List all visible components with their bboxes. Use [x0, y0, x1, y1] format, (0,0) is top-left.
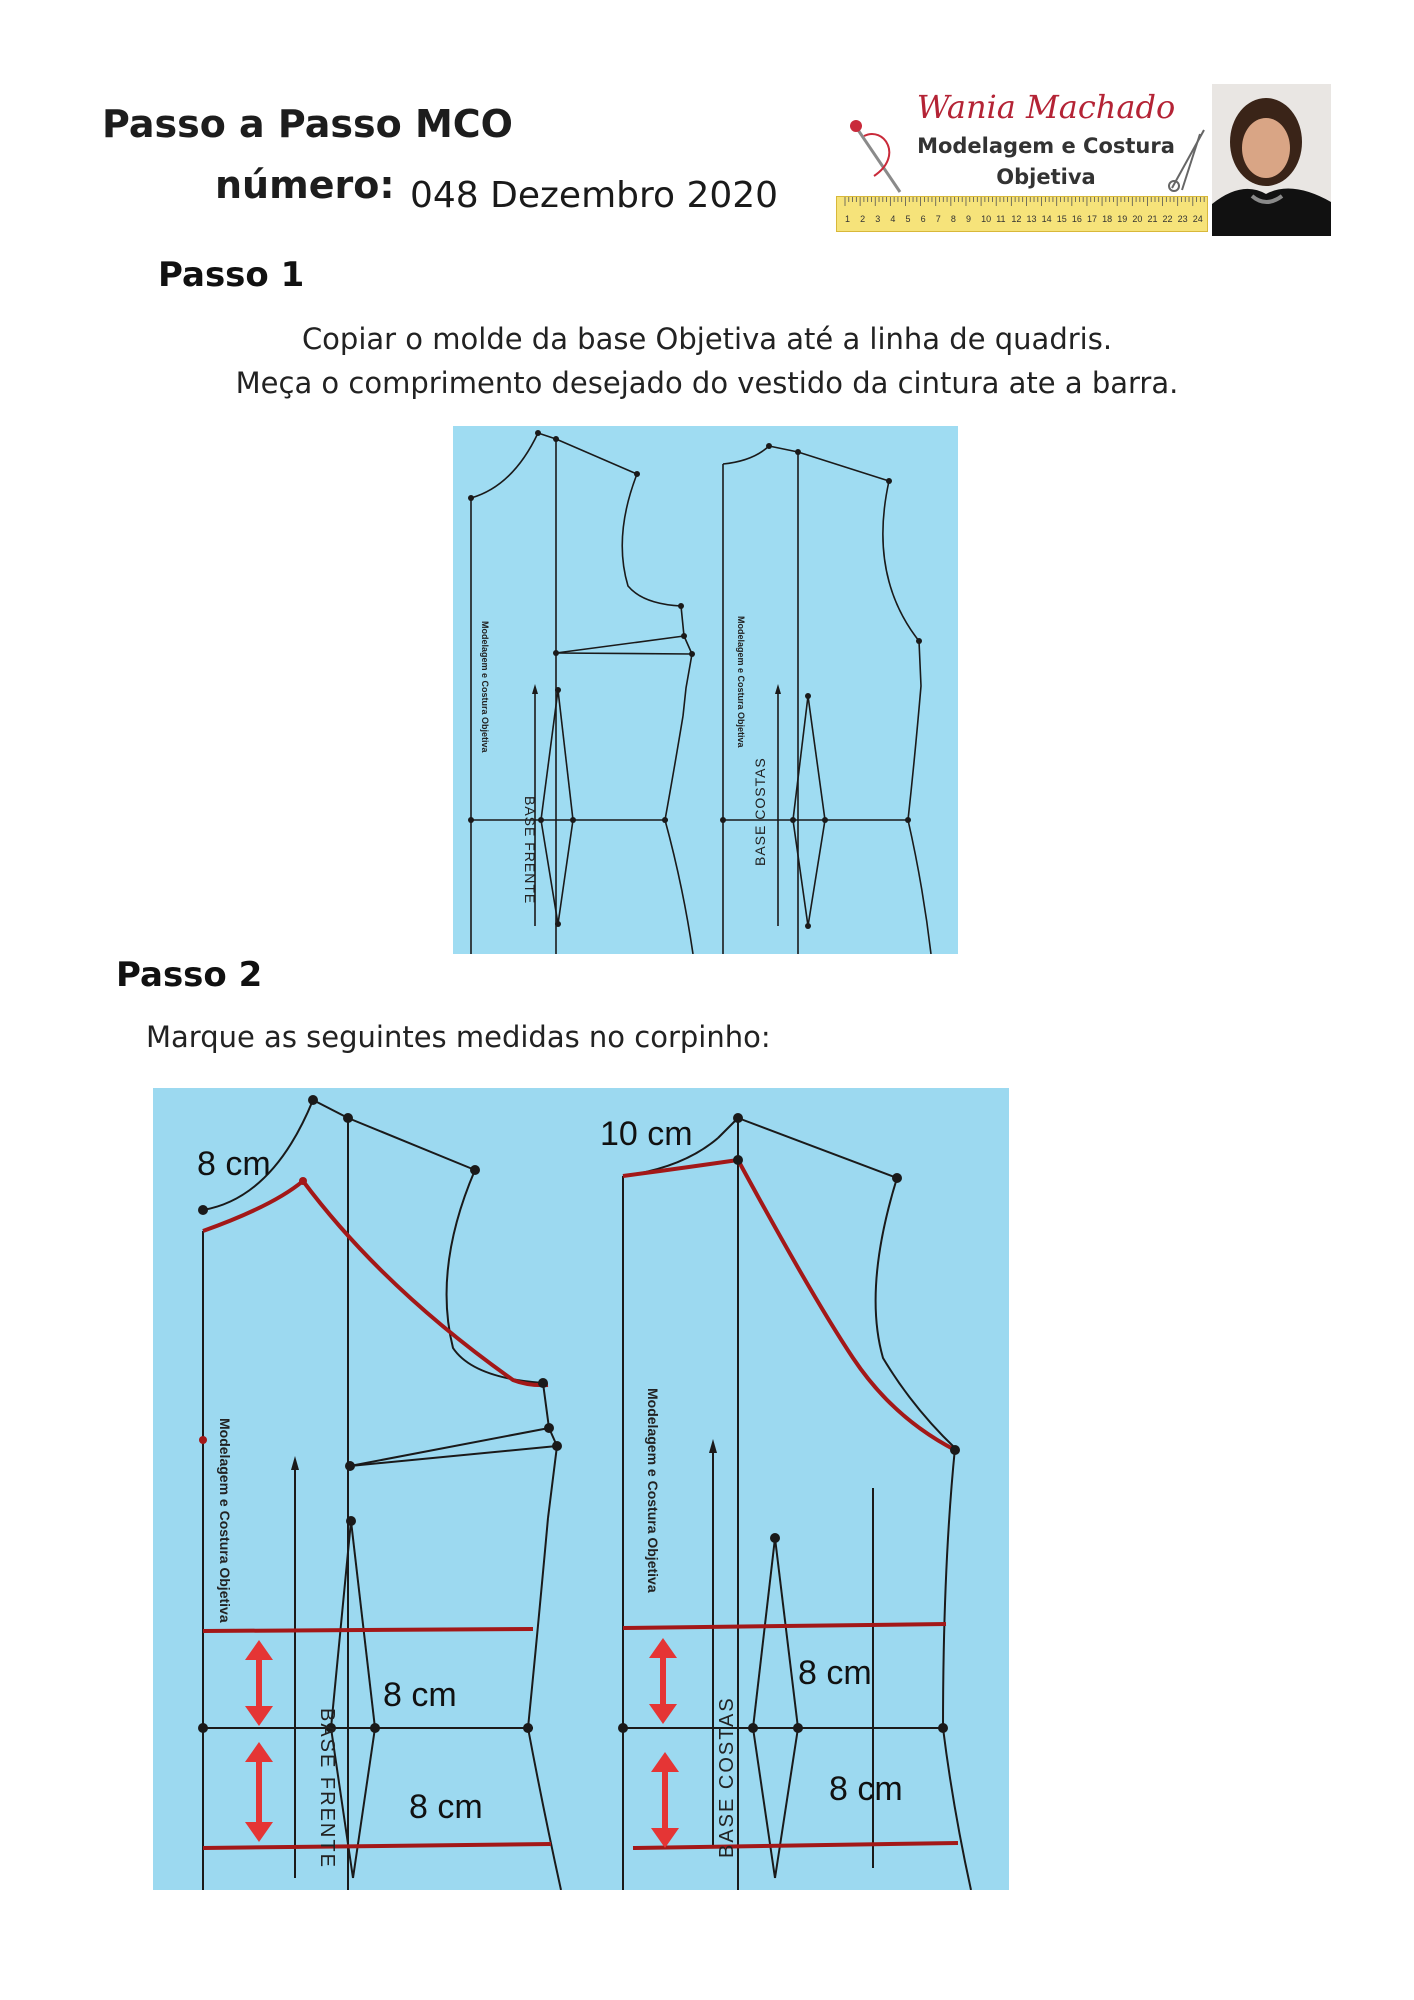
front-neck-measure: 8 cm: [197, 1145, 271, 1183]
ruler-number: 19: [1117, 214, 1128, 224]
measuring-tape: [836, 196, 1208, 232]
back-neck-measure: 10 cm: [600, 1115, 693, 1153]
back-upper-measure: 8 cm: [798, 1654, 872, 1692]
ruler-number: 12: [1011, 214, 1022, 224]
ruler-number: 4: [890, 214, 896, 224]
figure2-marked-pattern: [153, 1088, 1009, 1890]
ruler-number: 9: [965, 214, 971, 224]
ruler-number: 13: [1026, 214, 1037, 224]
ruler-number: 21: [1147, 214, 1158, 224]
scissors-icon: [1166, 124, 1210, 194]
ruler-number: 18: [1102, 214, 1113, 224]
step1-heading: Passo 1: [158, 255, 305, 295]
ruler-number: 6: [920, 214, 926, 224]
ruler-number: 3: [875, 214, 881, 224]
figure1-base-pattern: [453, 426, 958, 954]
ruler-number: 23: [1177, 214, 1188, 224]
figure1-label-back: BASE COSTAS: [752, 757, 768, 866]
figure2-label-front: BASE FRENTE: [316, 1708, 338, 1869]
author-photo: [1212, 84, 1331, 236]
ruler-number: 10: [981, 214, 992, 224]
figure1-watermark-front: Modelagem e Costura Objetiva: [480, 621, 490, 753]
issue-date: 048 Dezembro 2020: [410, 175, 779, 216]
ruler-number: 7: [935, 214, 941, 224]
step1-text-line1: Copiar o molde da base Objetiva até a linha de quadris.: [301, 322, 1113, 356]
ruler-number: 17: [1086, 214, 1097, 224]
ruler-number: 22: [1162, 214, 1173, 224]
brand-logo: [836, 84, 1331, 236]
logo-subtitle-line1: Modelagem e Costura: [917, 134, 1175, 158]
figure1-pattern-drawing: [453, 426, 958, 954]
figure1-label-front: BASE FRENTE: [522, 796, 538, 905]
front-lower-measure: 8 cm: [409, 1788, 483, 1826]
ruler-number: 8: [950, 214, 956, 224]
figure2-watermark-front: Modelagem e Costura Objetiva: [217, 1418, 233, 1623]
logo-script-name: Wania Machado: [916, 88, 1176, 126]
ruler-number: 2: [860, 214, 866, 224]
ruler-number: 20: [1132, 214, 1143, 224]
step1-text-line2: Meça o comprimento desejado do vestido da cintura ate a barra.: [235, 366, 1179, 400]
logo-subtitle-line2: Objetiva: [996, 165, 1096, 189]
ruler-number: 11: [996, 214, 1006, 224]
ruler-number: 16: [1071, 214, 1082, 224]
front-upper-measure: 8 cm: [383, 1676, 457, 1714]
figure1-watermark-back: Modelagem e Costura Objetiva: [736, 616, 746, 748]
ruler-number: 1: [845, 214, 851, 224]
ruler-number: 5: [905, 214, 911, 224]
ruler-number: 14: [1041, 214, 1052, 224]
author-portrait-icon: [1212, 84, 1331, 236]
ruler-number: 15: [1056, 214, 1067, 224]
step2-instruction: Marque as seguintes medidas no corpinho:: [146, 1020, 771, 1054]
figure2-watermark-back: Modelagem e Costura Objetiva: [645, 1388, 661, 1593]
ruler-number: 24: [1192, 214, 1203, 224]
back-lower-measure: 8 cm: [829, 1770, 903, 1808]
document-number-label: número:: [215, 163, 395, 207]
figure2-label-back: BASE COSTAS: [716, 1696, 738, 1858]
figure2-pattern-drawing: [153, 1088, 1009, 1890]
measuring-tape-ticks: [837, 197, 1209, 233]
document-title: Passo a Passo MCO: [102, 102, 513, 146]
step2-heading: Passo 2: [116, 955, 263, 995]
